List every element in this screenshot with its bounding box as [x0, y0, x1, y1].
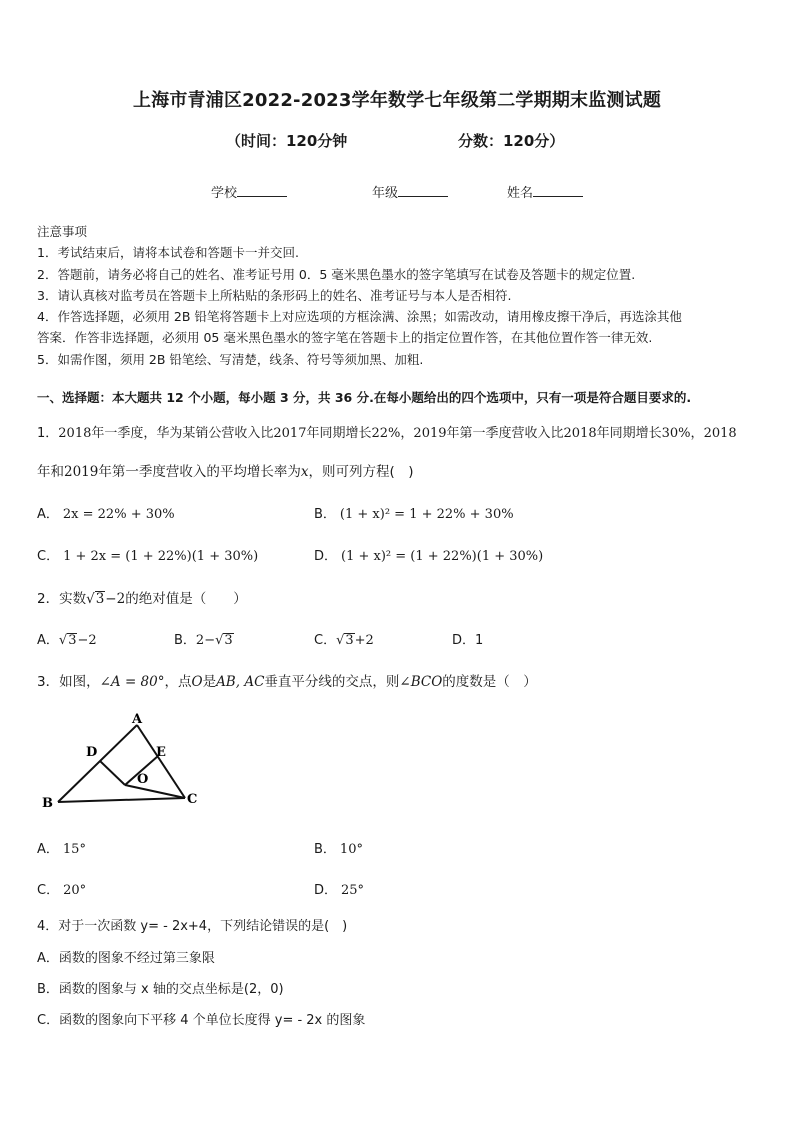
section-heading: 一、选择题：本大题共 12 个小题，每小题 3 分，共 36 分.在每小题给出的四个选项中，只有一项是符合题目要求的.	[37, 390, 692, 405]
q3-option-b[interactable]	[314, 838, 363, 857]
option-label: D．	[314, 549, 338, 564]
q2-option-b[interactable]	[174, 629, 234, 648]
q2-text: 的绝对值是（ ）	[125, 591, 247, 607]
option-label: B．	[314, 842, 336, 857]
q3-option-d[interactable]	[314, 879, 364, 898]
q1-text: 年一季度，华为某销公营收入比	[91, 426, 274, 441]
q4-option-a[interactable]: A．函数的图象不经过第三象限	[37, 951, 215, 966]
q1-year: 2017	[273, 426, 307, 441]
q1-text: ，	[690, 426, 704, 441]
q2-option-c[interactable]	[314, 629, 374, 648]
option-term: +2	[354, 633, 374, 648]
triangle-figure	[36, 708, 206, 813]
option-radicand: 3	[345, 633, 354, 648]
q2-stem	[37, 587, 247, 607]
note-item: 答案．作答非选择题，必须用 05 毫米黑色墨水的签字笔在答题卡上的指定位置作答，在其他位置作答一律无效.	[37, 330, 653, 346]
q1-year: 2018	[58, 426, 92, 441]
q3-option-a[interactable]	[37, 838, 86, 857]
label-e: E	[156, 745, 166, 760]
name-label: 姓名	[507, 186, 534, 201]
q3-angle: ∠BCO	[399, 674, 443, 690]
q1-text: ，则可列方程( )	[308, 464, 414, 480]
option-label: C．	[37, 883, 60, 898]
option-label: B．	[314, 507, 336, 522]
label-b: B	[42, 796, 53, 811]
school-blank[interactable]	[237, 182, 287, 197]
option-label: A．	[37, 842, 59, 857]
notes-block	[37, 221, 767, 370]
option-formula: 1 + 2x = (1 + 22%)(1 + 30%)	[63, 549, 259, 564]
q1-option-a[interactable]	[37, 503, 175, 522]
segment-ac	[137, 725, 185, 798]
label-o: O	[137, 772, 149, 787]
option-term: −2	[77, 633, 97, 648]
q1-option-b[interactable]	[314, 503, 514, 522]
q1-text: 年同期增长	[306, 426, 372, 441]
q1-text: ，	[400, 426, 414, 441]
q2-term: −2	[105, 591, 126, 607]
q2-option-d[interactable]	[452, 629, 483, 648]
q1-number: 1．	[37, 426, 59, 441]
q3-text: 垂直平分线的交点，则	[264, 674, 400, 690]
grade-label: 年级	[372, 186, 399, 201]
q1-year: 2018	[703, 426, 737, 441]
name-field	[507, 182, 583, 201]
q1-stem-line1	[37, 422, 737, 441]
option-value: 20°	[63, 883, 87, 898]
q1-text: 年和	[37, 464, 64, 480]
label-a: A	[132, 712, 143, 727]
name-blank[interactable]	[533, 182, 583, 197]
option-value: 15°	[62, 842, 86, 857]
q3-option-c[interactable]	[37, 879, 86, 898]
q1-year: 2019	[413, 426, 447, 441]
q2-text: 2．实数	[37, 591, 87, 607]
segment-do	[100, 761, 125, 785]
q1-text: 年第一季度营收入的平均增长率为	[98, 464, 301, 480]
option-label: D．	[314, 883, 338, 898]
q1-text: 年同期增长	[596, 426, 662, 441]
q3-segments: AB, AC	[216, 674, 265, 690]
school-field	[211, 182, 287, 201]
q3-text: 3．如图，	[37, 674, 100, 690]
q4-option-b[interactable]: B．函数的图象与 x 轴的交点坐标是(2，0)	[37, 982, 284, 997]
note-item: 1．考试结束后，请将本试卷和答题卡一并交回.	[37, 245, 299, 261]
q1-percent: 30%	[661, 426, 691, 441]
q2-radicand: 3	[95, 591, 105, 607]
q4-option-c[interactable]: C．函数的图象向下平移 4 个单位长度得 y= - 2x 的图象	[37, 1013, 366, 1028]
grade-blank[interactable]	[398, 182, 448, 197]
grade-field	[372, 182, 448, 201]
q1-option-d[interactable]	[314, 545, 543, 564]
option-formula: 2x = 22% + 30%	[62, 507, 175, 522]
q1-stem-line2	[37, 460, 414, 480]
label-d: D	[86, 745, 98, 760]
q1-text: 年第一季度营收入比	[446, 426, 564, 441]
q3-text: 是	[202, 674, 217, 690]
q1-percent: 22%	[371, 426, 401, 441]
q3-stem	[37, 670, 537, 690]
q3-text: ，点	[164, 674, 192, 690]
note-item: 2．答题前，请务必将自己的姓名、准考证号用 0．5 毫米黑色墨水的签字笔填写在试卷及答题卡的规定位置.	[37, 266, 636, 282]
notes-heading: 注意事项	[37, 224, 88, 239]
option-label: C．	[37, 549, 60, 564]
option-value: 10°	[339, 842, 363, 857]
option-radicand: 3	[68, 633, 77, 648]
option-label: A．	[37, 507, 59, 522]
exam-time: （时间：120分钟	[226, 132, 348, 150]
q3-point: O	[191, 674, 203, 690]
option-text: D．1	[452, 633, 484, 648]
option-term: 2−	[195, 633, 216, 648]
note-item: 3．请认真核对监考员在答题卡上所粘贴的条形码上的姓名、准考证号与本人是否相符.	[37, 287, 512, 303]
note-item: 5．如需作图，须用 2B 铅笔绘、写清楚，线条、符号等须加黑、加粗.	[37, 351, 424, 367]
exam-score: 分数：120分）	[458, 132, 565, 150]
sqrt-symbol: √	[336, 633, 345, 648]
segment-ab	[58, 725, 137, 802]
q2-option-a[interactable]	[37, 629, 97, 648]
sqrt-symbol: √	[58, 633, 68, 648]
option-label: B．	[174, 633, 196, 648]
option-value: 25°	[341, 883, 365, 898]
q1-year: 2019	[64, 464, 99, 480]
option-radicand: 3	[224, 633, 233, 648]
school-label: 学校	[211, 186, 238, 201]
q3-text: 的度数是（ ）	[442, 674, 537, 690]
q1-option-c[interactable]	[37, 545, 258, 564]
q3-angle: ∠A = 80°	[99, 674, 165, 690]
q1-year: 2018	[563, 426, 597, 441]
segment-bc	[58, 798, 185, 802]
q1-variable: x	[300, 464, 309, 480]
q4-stem: 4．对于一次函数 y= - 2x+4，下列结论错误的是( )	[37, 919, 348, 934]
sqrt-symbol: √	[215, 633, 224, 648]
option-label: C．	[314, 633, 337, 648]
segment-oc	[125, 785, 185, 798]
sqrt-symbol: √	[86, 591, 95, 607]
page-title: 上海市青浦区2022-2023学年数学七年级第二学期期末监测试题	[132, 90, 662, 111]
note-item: 4．作答选择题，必须用 2B 铅笔将答题卡上对应选项的方框涂满、涂黑；如需改动，请用橡皮擦干净后，再选涂其他	[37, 309, 682, 325]
option-label: A．	[37, 633, 59, 648]
option-formula: (1 + x)² = 1 + 22% + 30%	[339, 507, 514, 522]
option-formula: (1 + x)² = (1 + 22%)(1 + 30%)	[341, 549, 544, 564]
label-c: C	[187, 792, 198, 807]
